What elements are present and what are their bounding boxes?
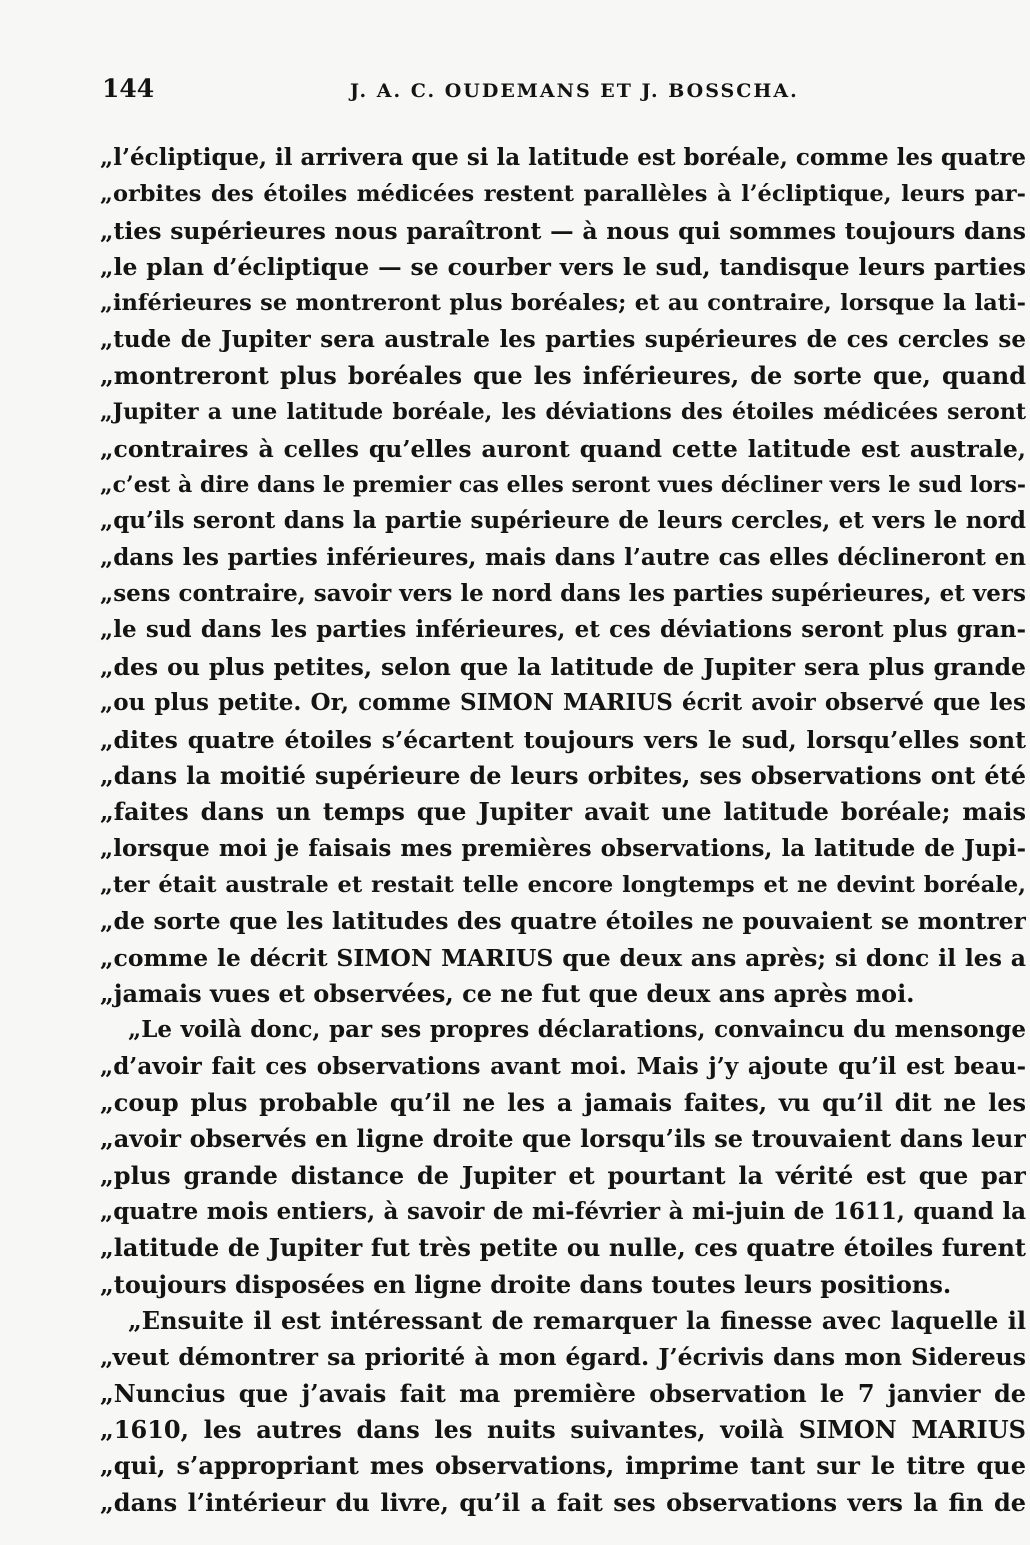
text-line: „qu’ils seront dans la partie supérieure de leurs cercles, et vers le nord [100,507,1026,535]
text-line: „Ensuite il est intéressant de remarquer la finesse avec laquelle il [128,1306,1026,1335]
text-line: „comme le décrit SIMON MARIUS que deux ans après; si donc il les a [100,943,1026,972]
text-line: „coup plus probable qu’il ne les a jamais faites, vu qu’il dit ne les [100,1087,1026,1117]
body-text [100,140,1026,1521]
page-number: 144 [102,74,155,103]
text-line: „contraires à celles qu’elles auront quand cette latitude est australe, [100,434,1026,463]
text-line: „toujours disposées en ligne droite dans toutes leurs positions. [100,1269,952,1299]
text-line: „jamais vues et observées, ce ne fut que deux ans après moi. [100,978,915,1008]
text-line: „Le voilà donc, par ses propres déclarations, convaincu du mensonge [128,1016,1026,1044]
text-line: „inférieures se montreront plus boréales; et au contraire, lorsque la lati- [100,290,1026,317]
text-line: „de sorte que les latitudes des quatre étoiles ne pouvaient se montrer [100,907,1026,936]
text-line: „dans l’intérieur du livre, qu’il a fait ses observations vers la fin de [100,1487,1026,1517]
text-line: „tude de Jupiter sera australe les parties supérieures de ces cercles se [100,325,1026,353]
text-line: „d’avoir fait ces observations avant moi. Mais j’y ajoute qu’il est beau- [100,1052,1026,1080]
text-line: „ter était australe et restait telle encore longtemps et ne devint boréale, [100,871,1026,898]
text-line: „Jupiter a une latitude boréale, les déviations des étoiles médicées seront [100,399,1026,426]
text-line: „le plan d’écliptique — se courber vers le sud, tandisque leurs parties [100,253,1026,282]
text-line: „quatre mois entiers, à savoir de mi-février à mi-juin de 1611, quand la [100,1197,1026,1225]
text-line: „orbites des étoiles médicées restent parallèles à l’écliptique, leurs par- [100,181,1026,208]
text-line: „lorsque moi je faisais mes premières observations, la latitude de Jupi- [100,834,1026,862]
text-line: „l’écliptique, il arrivera que si la latitude est boréale, comme les quatre [100,144,1026,171]
text-line: „sens contraire, savoir vers le nord dans les parties supérieures, et vers [100,580,1026,608]
text-line: „dans la moitié supérieure de leurs orbites, ses observations ont été [100,760,1026,790]
text-line: „latitude de Jupiter fut très petite ou nulle, ces quatre étoiles furent [100,1233,1026,1263]
text-line: „faites dans un temps que Jupiter avait une latitude boréale; mais [100,797,1026,827]
text-line: „des ou plus petites, selon que la latitude de Jupiter sera plus grande [100,652,1026,681]
text-line: „1610, les autres dans les nuits suivantes, voilà SIMON MARIUS [100,1415,1026,1445]
running-head: J. A. C. OUDEMANS ET J. BOSSCHA. [350,80,799,102]
text-line: „le sud dans les parties inférieures, et ces déviations seront plus gran- [100,616,1026,644]
text-line: „veut démontrer sa priorité à mon égard. J’écrivis dans mon Sidereus [100,1343,1026,1372]
text-line: „c’est à dire dans le premier cas elles seront vues décliner vers le sud lors- [100,472,1026,499]
text-line: „ties supérieures nous paraîtront — à nous qui sommes toujours dans [100,216,1026,245]
text-line: „qui, s’appropriant mes observations, imprime tant sur le titre que [100,1451,1026,1481]
text-line: „montreront plus boréales que les inférieures, de sorte que, quand [100,361,1026,391]
text-line: „dans les parties inférieures, mais dans l’autre cas elles déclineront en [100,543,1026,571]
text-line: „dites quatre étoiles s’écartent toujours vers le sud, lorsqu’elles sont [100,725,1026,754]
page-header [0,70,1030,110]
text-line: „avoir observés en ligne droite que lorsqu’ils se trouvaient dans leur [100,1124,1026,1154]
text-line: „ou plus petite. Or, comme SIMON MARIUS écrit avoir observé que les [100,689,1026,717]
text-line: „Nuncius que j’avais fait ma première observation le 7 janvier de [100,1378,1026,1408]
text-line: „plus grande distance de Jupiter et pourtant la vérité est que par [100,1160,1026,1190]
